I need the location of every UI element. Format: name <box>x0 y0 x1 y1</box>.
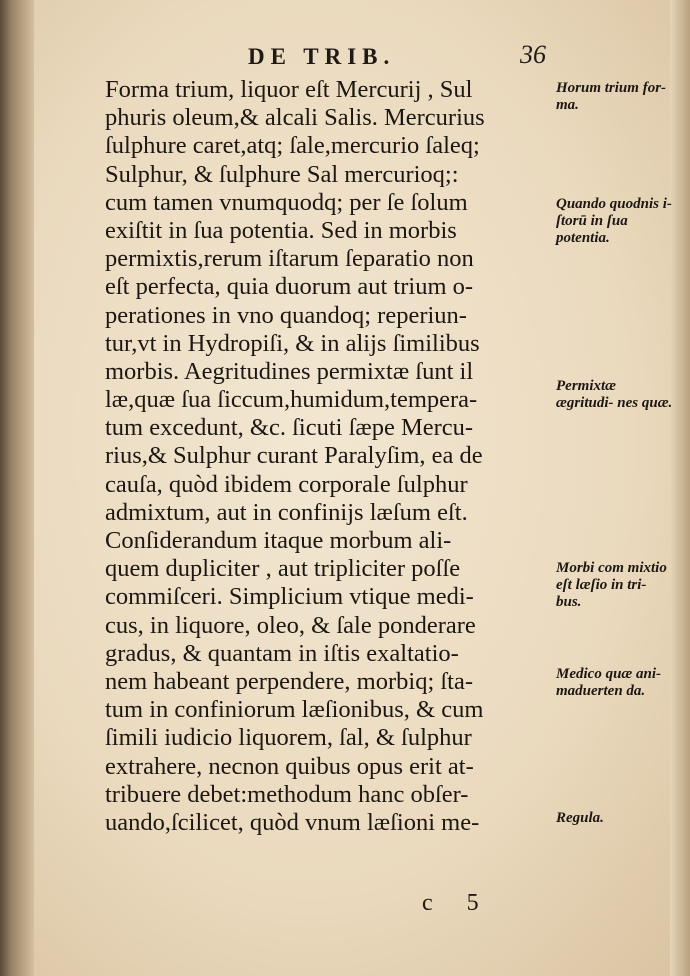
text-line: cus, in liquore, oleo, & ſale ponderare <box>105 611 476 639</box>
text-line: morbis. Aegritudines permixtæ ſunt il <box>105 357 474 385</box>
text-line: tum excedunt, &c. ſicuti ſæpe Mercu- <box>105 414 474 442</box>
text-line: Conſiderandum itaque morbum ali- <box>105 527 452 554</box>
text-line: tum in confiniorum læſionibus, & cum <box>105 696 484 724</box>
margin-note: Morbi com mixtio eſt læſio in tri- bus. <box>556 560 667 610</box>
text-line: læ,quæ ſua ſiccum,humidum,tempera- <box>105 386 478 414</box>
running-header: DE TRIB. <box>248 44 396 69</box>
text-line: exiſtit in ſua potentia. Sed in morbis <box>105 216 457 244</box>
main-text-block <box>105 76 555 837</box>
text-line: tribuere debet:methodum hanc obſer- <box>105 780 469 808</box>
text-line: phuris oleum,& alcali Salis. Mercurius <box>105 104 485 132</box>
text-line: ſimili iudicio liquorem, ſal, & ſulphur <box>105 724 472 752</box>
margin-note: Regula. <box>556 810 604 826</box>
text-line: ſulphure caret,atq; ſale,mercurio ſaleq; <box>105 132 480 160</box>
signature-mark: c 5 <box>422 890 493 916</box>
text-line: commiſceri. Simplicium vtique medi- <box>105 583 474 611</box>
text-line: admixtum, aut in confinijs læſum eſt. <box>105 498 468 526</box>
text-line: rius,& Sulphur curant Paralyſim, ea de <box>105 442 483 470</box>
text-line: cum tamen vnumquodq; per ſe ſolum <box>105 188 468 216</box>
text-line: tur,vt in Hydropiſi, & in alijs ſimilibus <box>105 329 480 357</box>
margin-note: Medico quæ ani- maduerten da. <box>556 666 661 699</box>
text-line: Forma trium, liquor eſt Mercurij , Sul <box>105 76 473 103</box>
page-edge <box>670 0 690 976</box>
text-line: Sulphur, & ſulphure Sal mercurioq;: <box>105 160 459 188</box>
text-line: uando,ſcilicet, quòd vnum læſioni me- <box>105 808 480 836</box>
text-line: perationes in vno quandoq; reperiun- <box>105 301 467 329</box>
margin-note: Horum trium for- ma. <box>556 80 667 113</box>
page-number: 36 <box>520 40 546 69</box>
text-line: cauſa, quòd ibidem corporale ſulphur <box>105 470 468 498</box>
text-line: gradus, & quantam in iſtis exaltatio- <box>105 639 459 667</box>
text-line: permixtis,rerum iſtarum ſeparatio non <box>105 245 474 273</box>
margin-note: Quando quodnis i- ſtorū in ſua potentia. <box>556 196 672 246</box>
text-line: eſt perfecta, quia duorum aut trium o- <box>105 273 474 301</box>
text-line: quem dupliciter , aut tripliciter poſſe <box>105 555 461 583</box>
margin-note: Permixtæ ægritudi- nes quæ. <box>556 378 673 411</box>
page-gutter-shadow <box>0 0 34 976</box>
text-line: nem habeant perpendere, morbiq; ſta- <box>105 667 474 695</box>
text-line: extrahere, necnon quibus opus erit at- <box>105 752 474 780</box>
